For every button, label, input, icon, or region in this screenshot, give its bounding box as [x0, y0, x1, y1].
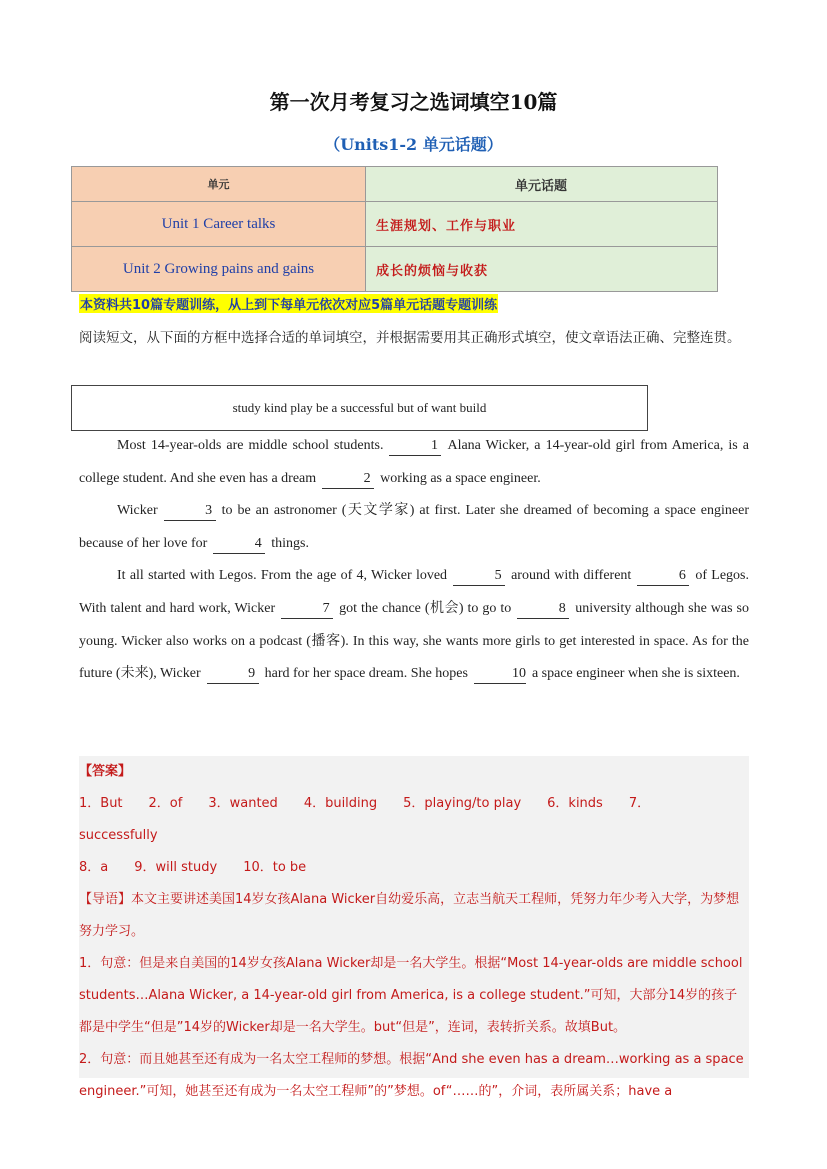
answer-item: 6．kinds: [547, 796, 603, 811]
unit-topic-table: [71, 166, 718, 292]
answer-section: [79, 756, 749, 1099]
blank: 3: [164, 502, 216, 521]
answer-item: 7．successfully: [79, 796, 651, 843]
passage-text: things.: [271, 535, 310, 551]
answer-item: 1．But: [79, 796, 123, 811]
answer-item: 8．a: [79, 860, 109, 875]
answer-item: 3．wanted: [208, 796, 278, 811]
blank: 10: [474, 665, 526, 684]
answer-item: 5．playing/to play: [403, 796, 522, 811]
topic-cell: 成长的烦恼与收获: [366, 247, 718, 292]
answer-item: 2．of: [148, 796, 183, 811]
answer-item: 4．building: [303, 796, 378, 811]
table-row: [72, 247, 718, 292]
passage-text: of Legos. With talent and hard work, Wicker: [79, 568, 749, 616]
page-title: 第一次月考复习之选词填空10篇: [269, 90, 558, 114]
passage-text: to be an astronomer (天文学家) at first. Later she dreamed of becoming a space engineer because of her love for: [79, 503, 749, 551]
answer-item: 10．to be: [243, 860, 307, 875]
passage-text: Most 14-year-olds are middle school students.: [117, 438, 384, 453]
passage-text: hard for her space dream. She hopes: [264, 666, 468, 682]
passage-text: a space engineer when she is sixteen.: [531, 666, 740, 682]
answer-explanation: 1．句意：但是来自美国的14岁女孩Alana Wicker却是一名大学生。根据“Most 14-year-olds are middle school students…Alana Wicker, a 14-year-old girl from America, is a college student.”可知，大部分14岁的孩子都是中学生“但是”14岁的Wicker却是一名大学生。but“但是”，连词，表转折关系。故填But。: [79, 956, 743, 1035]
blank: 2: [322, 470, 374, 489]
blank: 6: [637, 567, 689, 586]
passage-text: university although she was so young. Wicker also works on a podcast (播客). In this way, she wants more girls to get interested in space. As for the future (未来), Wicker: [79, 600, 749, 682]
blank: 8: [517, 600, 569, 619]
passage-paragraph: [79, 430, 749, 495]
header-unit: 单元: [72, 167, 366, 202]
answer-label: 【答案】: [79, 764, 132, 779]
word-box: study kind play be a successful but of want build: [71, 385, 648, 431]
passage-text: working as a space engineer.: [380, 470, 541, 486]
answer-row: [79, 788, 749, 852]
unit-cell: Unit 1 Career talks: [72, 202, 366, 247]
topic-cell: 生涯规划、工作与职业: [366, 202, 718, 247]
passage-text: around with different: [511, 568, 632, 584]
answer-item: 9．will study: [134, 860, 218, 875]
passage-text: Wicker: [117, 503, 158, 519]
blank: 5: [453, 567, 505, 586]
passage-paragraph: [79, 495, 749, 560]
table-row: [72, 202, 718, 247]
blank: 4: [213, 535, 265, 554]
answer-row: [79, 852, 749, 884]
table-header-row: [72, 167, 718, 202]
highlight-note: 本资料共10篇专题训练，从上到下每单元依次对应5篇单元话题专题训练: [79, 294, 498, 313]
unit-cell: Unit 2 Growing pains and gains: [72, 247, 366, 292]
passage-text: got the chance (机会) to go to: [339, 600, 512, 616]
header-topic: 单元话题: [366, 167, 718, 202]
answer-intro: 【导语】本文主要讲述美国14岁女孩Alana Wicker自幼爱乐高，立志当航天工程师，凭努力年少考入大学，为梦想努力学习。: [79, 892, 740, 939]
passage: [79, 430, 749, 691]
page-subtitle: （Units1-2 单元话题）: [324, 135, 503, 154]
passage-paragraph: [79, 560, 749, 690]
blank: 9: [207, 665, 259, 684]
blank: 1: [389, 437, 441, 456]
passage-text: Alana Wicker, a 14-year-old girl from America, is a college student. And she even has a dream: [79, 438, 749, 486]
blank: 7: [281, 600, 333, 619]
answer-explanation: 2．句意：而且她甚至还有成为一名太空工程师的梦想。根据“And she even has a dream…working as a space engineer.”可知，她甚至还有成为一名太空工程师”的”梦想。of“……的”，介词，表所属关系；have a: [79, 1052, 744, 1099]
instruction-text: 阅读短文，从下面的方框中选择合适的单词填空，并根据需要用其正确形式填空，使文章语法正确、完整连贯。: [79, 330, 741, 346]
passage-text: It all started with Legos. From the age of 4, Wicker loved: [117, 568, 448, 584]
